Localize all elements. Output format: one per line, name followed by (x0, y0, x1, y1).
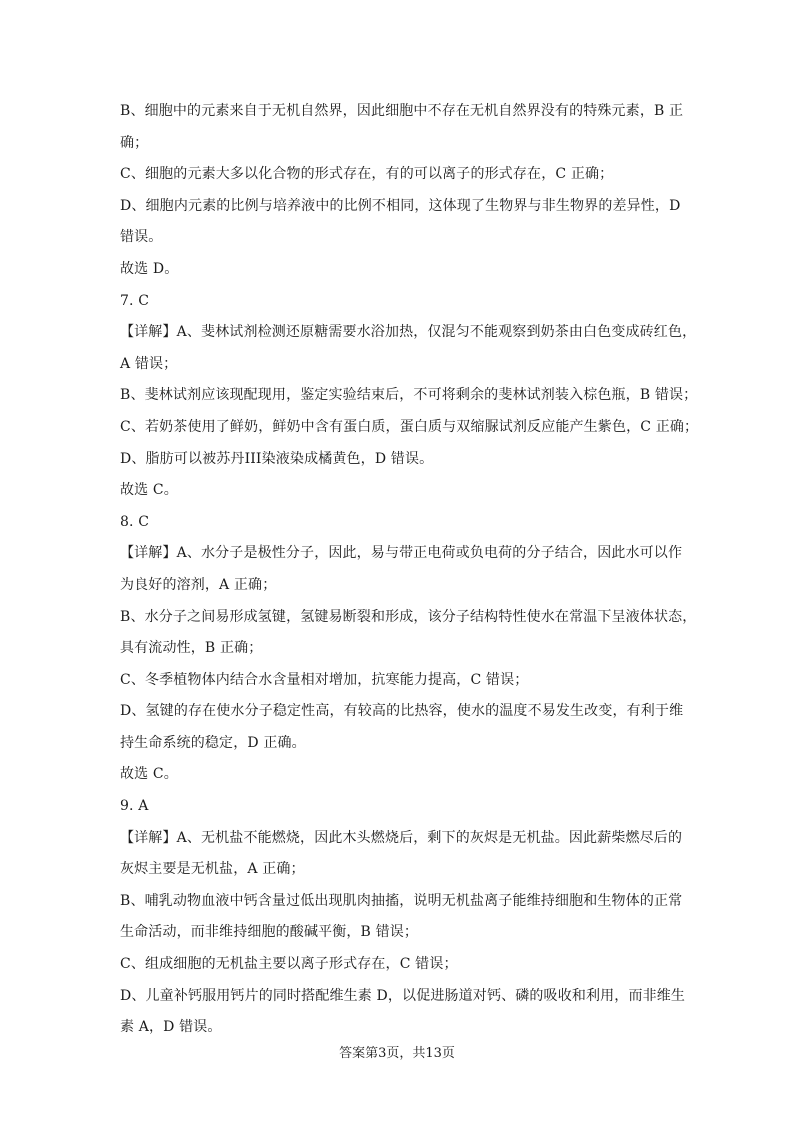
text-line: 灰烬主要是无机盐，A 正确； (120, 861, 305, 878)
text-line: B、哺乳动物血液中钙含量过低出现肌肉抽搐，说明无机盐离子能维持细胞和生物体的正常 (120, 892, 683, 909)
text-line: 故选 C。 (120, 766, 178, 783)
text-line: B、水分子之间易形成氢键，氢键易断裂和形成，该分子结构特性使水在常温下呈液体状态， (120, 608, 697, 625)
text-line: D、氢键的存在使水分子稳定性高，有较高的比热容，使水的温度不易发生改变，有利于维 (120, 703, 684, 720)
text-line: 具有流动性，B 正确； (120, 640, 263, 657)
text-line: 故选 C。 (120, 482, 178, 499)
text-line: B、细胞中的元素来自于无机自然界，因此细胞中不存在无机自然界没有的特殊元素，B 正 (120, 103, 684, 119)
text-line: 为良好的溶剂，A 正确； (120, 576, 277, 593)
text-line: 【详解】A、无机盐不能燃烧，因此木头燃烧后，剩下的灰烬是无机盐。因此薪柴燃尽后的 (120, 829, 683, 846)
answer-text-body (120, 96, 699, 1044)
text-line: A 错误； (120, 355, 178, 372)
text-line: 确； (120, 134, 149, 151)
text-line: D、细胞内元素的比例与培养液中的比例不相同，这体现了生物界与非生物界的差异性，D (120, 197, 681, 214)
text-line: 故选 D。 (120, 260, 179, 277)
text-line: D、脂肪可以被苏丹III染液染成橘黄色，D 错误。 (120, 450, 434, 467)
text-line: 【详解】A、斐林试剂检测还原糖需要水浴加热，仅混匀不能观察到奶茶由白色变成砖红色， (120, 324, 697, 341)
text-line: 错误。 (120, 229, 163, 246)
text-line: 生命活动，而非维持细胞的酸碱平衡，B 错误； (120, 924, 419, 941)
question-number: 7. C (120, 292, 150, 309)
text-line: 持生命系统的稳定，D 正确。 (120, 734, 306, 751)
question-number: 9. A (120, 798, 149, 815)
text-line: 【详解】A、水分子是极性分子，因此，易与带正电荷或负电荷的分子结合，因此水可以作 (120, 545, 683, 562)
page-footer: 答案第3页，共13页 (339, 1046, 455, 1061)
text-line: C、若奶茶使用了鲜奶，鲜奶中含有蛋白质，蛋白质与双缩脲试剂反应能产生紫色，C 正确； (120, 418, 699, 435)
text-line: D、儿童补钙服用钙片的同时搭配维生素 D，以促进肠道对钙、磷的吸收和利用，而非维生 (120, 987, 686, 1004)
text-line: C、冬季植物体内结合水含量相对增加，抗寒能力提高，C 错误； (120, 671, 529, 688)
text-line: C、细胞的元素大多以化合物的形式存在，有的可以离子的形式存在，C 正确； (120, 166, 614, 183)
text-line: 素 A，D 错误。 (120, 1019, 222, 1036)
text-line: C、组成细胞的无机盐主要以离子形式存在，C 错误； (120, 956, 458, 973)
question-number: 8. C (120, 513, 150, 530)
text-line: B、斐林试剂应该现配现用，鉴定实验结束后，不可将剩余的斐林试剂装入棕色瓶，B 错误； (120, 387, 698, 404)
